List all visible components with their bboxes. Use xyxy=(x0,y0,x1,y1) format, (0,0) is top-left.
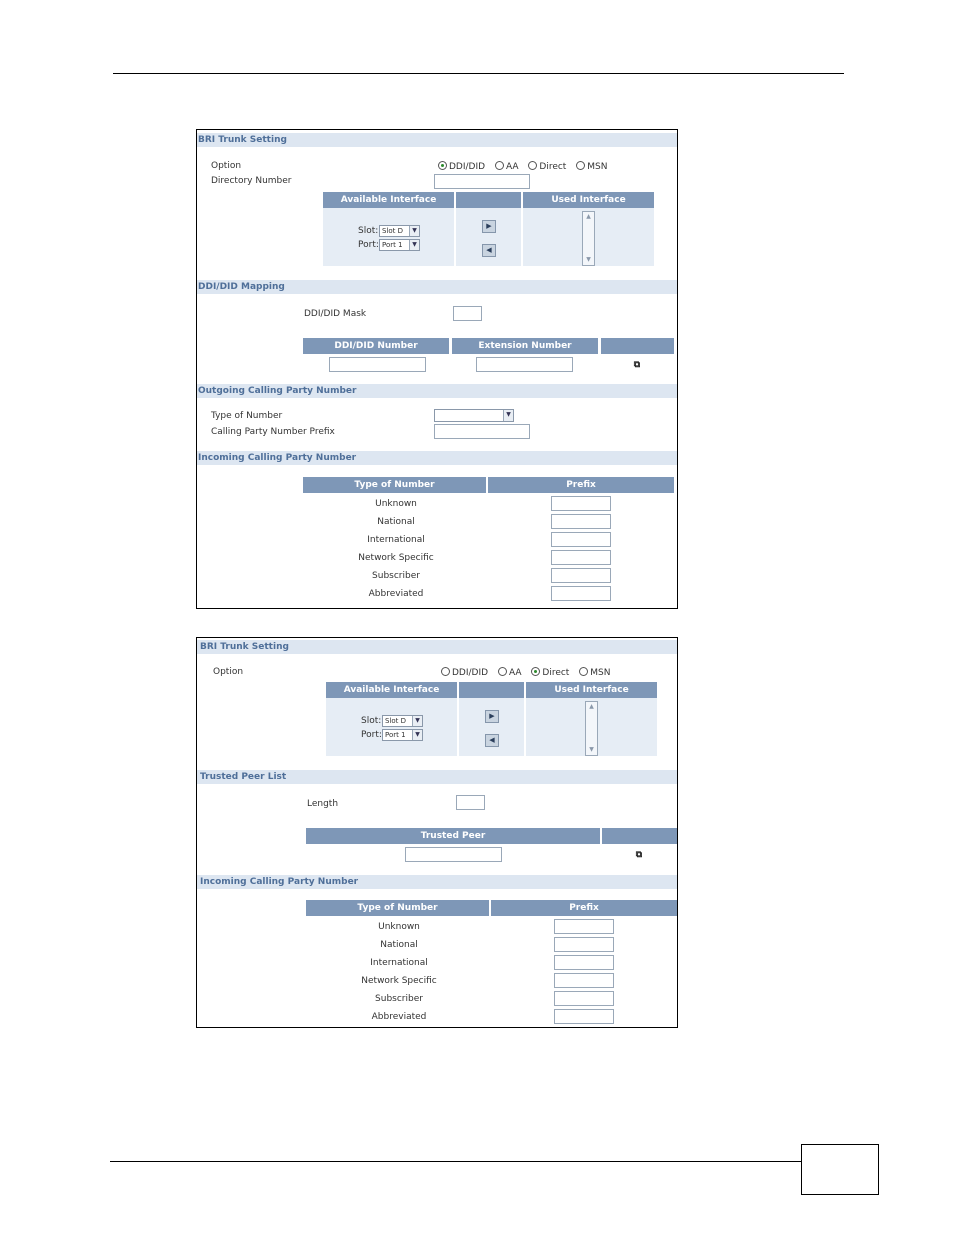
port-label: Port: xyxy=(361,730,382,740)
middle-header xyxy=(456,192,521,208)
move-left-button[interactable]: ◀ xyxy=(482,244,496,257)
type-row-network-specific: Network Specific xyxy=(361,976,437,986)
prefix-input-abbreviated[interactable] xyxy=(554,1009,614,1024)
calling-party-prefix-label: Calling Party Number Prefix xyxy=(211,427,335,437)
chevron-down-icon: ▼ xyxy=(409,240,419,250)
port-label: Port: xyxy=(358,240,379,250)
chevron-down-icon: ▼ xyxy=(412,730,422,740)
prefix-input-unknown[interactable] xyxy=(554,919,614,934)
radio-ddi-did[interactable]: DDI/DID xyxy=(438,162,485,172)
type-row-subscriber: Subscriber xyxy=(375,994,423,1004)
ddi-did-number-header: DDI/DID Number xyxy=(303,338,449,354)
type-row-network-specific: Network Specific xyxy=(358,553,434,563)
radio-icon xyxy=(579,667,588,676)
section-trusted-peer-list: Trusted Peer List xyxy=(197,770,677,784)
option-label: Option xyxy=(213,667,244,677)
type-row-international: International xyxy=(370,958,428,968)
section-outgoing-calling-party-number: Outgoing Calling Party Number xyxy=(197,384,677,398)
move-right-button[interactable]: ▶ xyxy=(485,710,499,723)
prefix-input-network-specific[interactable] xyxy=(554,973,614,988)
length-label: Length xyxy=(307,799,339,809)
prefix-input-subscriber[interactable] xyxy=(554,991,614,1006)
header-rule xyxy=(113,73,844,74)
slot-label: Slot: xyxy=(361,716,382,726)
slot-select[interactable]: Slot D ▼ xyxy=(379,225,420,237)
radio-ddi-did[interactable]: DDI/DID xyxy=(441,668,488,678)
action-header xyxy=(601,338,674,354)
type-row-abbreviated: Abbreviated xyxy=(368,589,424,599)
used-interface-list[interactable] xyxy=(585,701,598,756)
type-row-unknown: Unknown xyxy=(378,922,420,932)
chevron-down-icon: ▼ xyxy=(503,410,513,421)
type-row-international: International xyxy=(367,535,425,545)
radio-aa[interactable]: AA xyxy=(498,668,522,678)
prefix-input-subscriber[interactable] xyxy=(551,568,611,583)
type-row-abbreviated: Abbreviated xyxy=(371,1012,427,1022)
length-input[interactable] xyxy=(456,795,485,810)
prefix-input-network-specific[interactable] xyxy=(551,550,611,565)
radio-selected-icon xyxy=(531,667,540,676)
screen-ddi-did xyxy=(196,129,678,609)
option-label: Option xyxy=(211,161,242,171)
add-entry-icon[interactable]: ⧉ xyxy=(635,850,643,860)
type-of-number-header: Type of Number xyxy=(303,477,486,493)
prefix-input-national[interactable] xyxy=(551,514,611,529)
radio-icon xyxy=(498,667,507,676)
radio-icon xyxy=(441,667,450,676)
used-interface-list[interactable] xyxy=(582,211,595,266)
extension-number-header: Extension Number xyxy=(452,338,598,354)
move-left-button[interactable]: ◀ xyxy=(485,734,499,747)
used-interface-header: Used Interface xyxy=(523,192,654,208)
ddi-did-mask-input[interactable] xyxy=(453,306,482,321)
arrow-cell xyxy=(456,208,521,266)
trusted-peer-header: Trusted Peer xyxy=(306,828,600,844)
prefix-input-national[interactable] xyxy=(554,937,614,952)
type-of-number-label: Type of Number xyxy=(211,411,283,421)
ddi-did-mask-label: DDI/DID Mask xyxy=(304,309,367,319)
scroll-down-icon[interactable]: ▼ xyxy=(589,746,594,753)
section-ddi-did-mapping: DDI/DID Mapping xyxy=(197,280,677,294)
option-radio-group xyxy=(441,667,617,679)
scroll-down-icon[interactable]: ▼ xyxy=(586,256,591,263)
directory-number-input[interactable] xyxy=(434,174,530,189)
prefix-input-international[interactable] xyxy=(551,532,611,547)
middle-header xyxy=(459,682,524,698)
radio-icon xyxy=(528,161,537,170)
section-bri-trunk-setting: BRI Trunk Setting xyxy=(197,640,677,654)
radio-selected-icon xyxy=(438,161,447,170)
section-incoming-calling-party-number: Incoming Calling Party Number xyxy=(197,451,677,465)
prefix-input-unknown[interactable] xyxy=(551,496,611,511)
prefix-header: Prefix xyxy=(491,900,677,916)
radio-icon xyxy=(576,161,585,170)
scroll-up-icon[interactable]: ▲ xyxy=(589,703,594,710)
radio-icon xyxy=(495,161,504,170)
move-right-button[interactable]: ▶ xyxy=(482,220,496,233)
type-row-subscriber: Subscriber xyxy=(372,571,420,581)
port-select[interactable]: Port 1 ▼ xyxy=(379,239,420,251)
page-number-box xyxy=(801,1144,879,1195)
type-row-national: National xyxy=(377,517,415,527)
arrow-cell xyxy=(459,698,524,756)
slot-label: Slot: xyxy=(358,226,379,236)
radio-direct[interactable]: Direct xyxy=(528,162,566,172)
directory-number-label: Directory Number xyxy=(211,176,292,186)
extension-number-input[interactable] xyxy=(476,357,573,372)
action-header xyxy=(602,828,677,844)
type-of-number-header: Type of Number xyxy=(306,900,489,916)
prefix-input-abbreviated[interactable] xyxy=(551,586,611,601)
prefix-header: Prefix xyxy=(488,477,674,493)
type-of-number-select[interactable] xyxy=(434,409,514,422)
type-row-unknown: Unknown xyxy=(375,499,417,509)
trusted-peer-input[interactable] xyxy=(405,847,502,862)
available-interface-cell xyxy=(326,698,457,756)
used-interface-header: Used Interface xyxy=(526,682,657,698)
chevron-down-icon: ▼ xyxy=(409,226,419,236)
calling-party-prefix-input[interactable] xyxy=(434,424,530,439)
section-incoming-calling-party-number: Incoming Calling Party Number xyxy=(197,875,677,889)
available-interface-header: Available Interface xyxy=(326,682,457,698)
port-select[interactable]: Port 1 ▼ xyxy=(382,729,423,741)
screen-direct xyxy=(196,637,678,1028)
chevron-down-icon: ▼ xyxy=(412,716,422,726)
available-interface-cell xyxy=(323,208,454,266)
radio-msn[interactable]: MSN xyxy=(576,162,607,172)
ddi-did-number-input[interactable] xyxy=(329,357,426,372)
footer-rule xyxy=(110,1161,801,1162)
slot-select[interactable]: Slot D ▼ xyxy=(382,715,423,727)
type-row-national: National xyxy=(380,940,418,950)
available-interface-header: Available Interface xyxy=(323,192,454,208)
scroll-up-icon[interactable]: ▲ xyxy=(586,213,591,220)
option-radio-group xyxy=(438,161,614,173)
radio-msn[interactable]: MSN xyxy=(579,668,610,678)
radio-direct[interactable]: Direct xyxy=(531,668,569,678)
prefix-input-international[interactable] xyxy=(554,955,614,970)
radio-aa[interactable]: AA xyxy=(495,162,519,172)
section-bri-trunk-setting: BRI Trunk Setting xyxy=(197,133,677,147)
add-entry-icon[interactable]: ⧉ xyxy=(633,360,641,370)
